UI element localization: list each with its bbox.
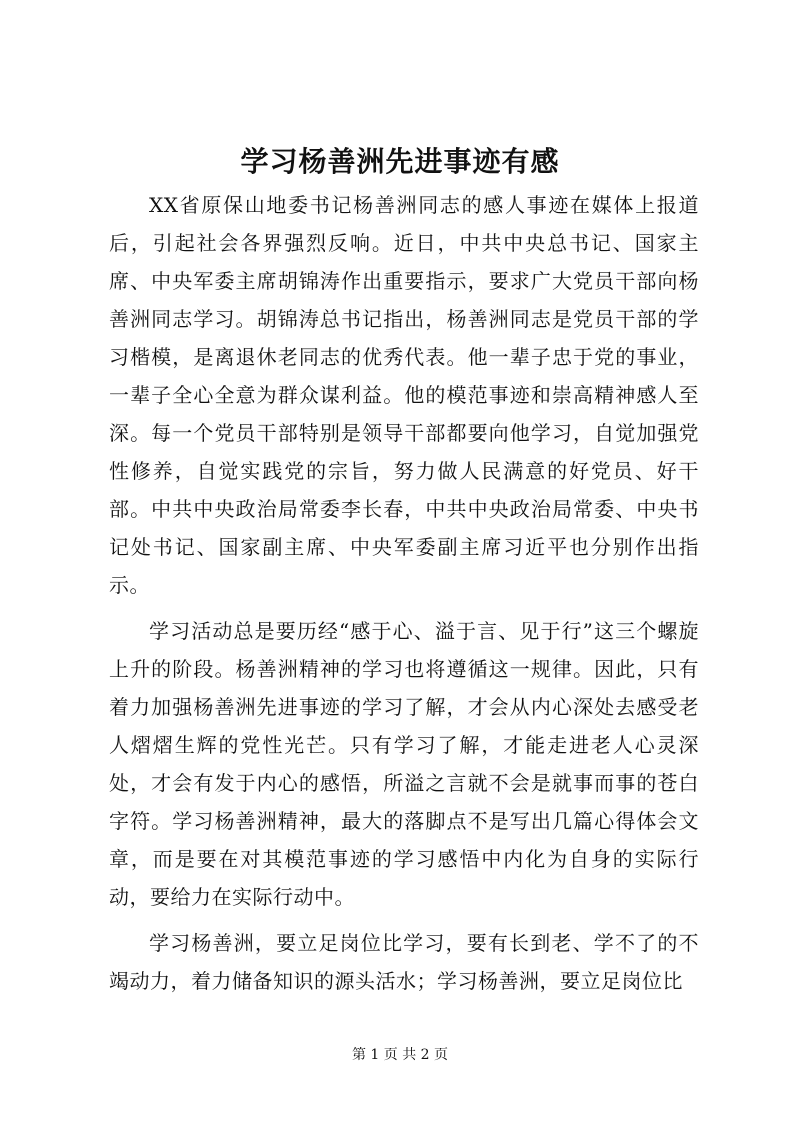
document-body — [109, 186, 699, 1008]
paragraph-3: 学习杨善洲，要立足岗位比学习，要有长到老、学不了的不竭动力，着力储备知识的源头活水；学习杨善洲，要立足岗位比 — [109, 931, 699, 993]
page-footer: 第 1 页 共 2 页 — [351, 1047, 449, 1063]
paragraph-2: 学习活动总是要历经“感于心、溢于言、见于行”这三个螺旋上升的阶段。杨善洲精神的学习也将遵循这一规律。因此，只有着力加强杨善洲先进事迹的学习了解，才会从内心深处去感受老人熠熠生辉的党性光芒。只有学习了解，才能走进老人心灵深处，才会有发于内心的感悟，所溢之言就不会是就事而事的苍白字符。学习杨善洲精神，最大的落脚点不是写出几篇心得体会文章，而是要在对其模范事迹的学习感悟中内化为自身的实际行动，要给力在实际行动中。 — [109, 619, 699, 909]
document-title: 学习杨善洲先进事迹有感 — [240, 145, 560, 178]
paragraph-1: XX省原保山地委书记杨善洲同志的感人事迹在媒体上报道后，引起社会各界强烈反响。近日，中共中央总书记、国家主席、中央军委主席胡锦涛作出重要指示，要求广大党员干部向杨善洲同志学习。胡锦涛总书记指出，杨善洲同志是党员干部的学习楷模，是离退休老同志的优秀代表。他一辈子忠于党的事业，一辈子全心全意为群众谋利益。他的模范事迹和崇高精神感人至深。每一个党员干部特别是领导干部都要向他学习，自觉加强党性修养，自觉实践党的宗旨，努力做人民满意的好党员、好干部。中共中央政治局常委李长春，中共中央政治局常委、中央书记处书记、国家副主席、中央军委副主席习近平也分别作出指示。 — [109, 193, 699, 597]
